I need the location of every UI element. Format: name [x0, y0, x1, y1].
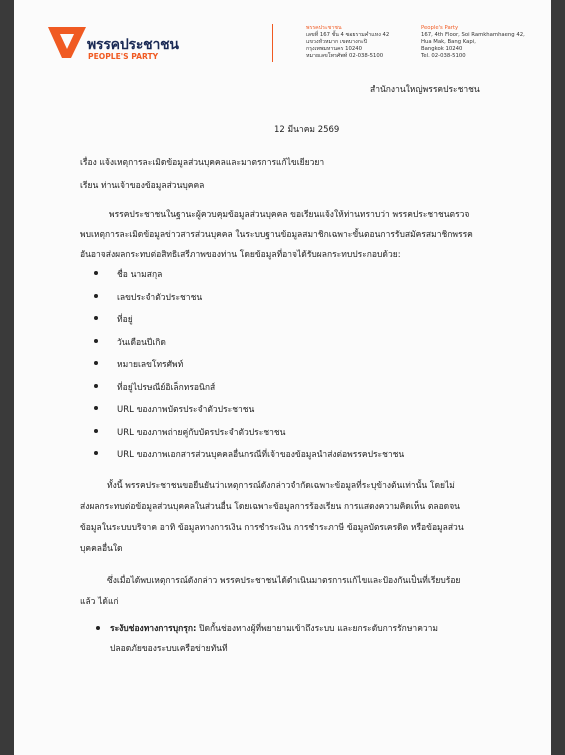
measure-text: ปิดกั้นช่องทางผู้ที่พยายามเข้าถึงระบบ และยกระดับการรักษาความ	[196, 624, 439, 634]
bullet-icon	[94, 271, 98, 275]
letter-date: 12 มีนาคม 2569	[274, 125, 340, 135]
paragraph-line: ทั้งนี้ พรรคประชาชนขอยืนยันว่าเหตุการณ์ดังกล่าวจำกัดเฉพาะข้อมูลที่ระบุข้างต้นเท่านั้น โดยไม่	[107, 481, 455, 491]
header-divider	[272, 24, 273, 62]
address-th	[306, 25, 389, 60]
bullet-icon	[94, 361, 98, 365]
bullet-icon	[94, 451, 98, 455]
peoples-party-logo-icon	[47, 22, 87, 60]
address-en-line: Bangkok 10240	[421, 46, 463, 52]
party-name-en: PEOPLE'S PARTY	[88, 52, 159, 61]
measure-line: ปลอดภัยของระบบเครือข่ายทันที	[110, 644, 228, 654]
bullet-icon	[96, 626, 100, 630]
measure-line	[110, 621, 438, 635]
address-th-line: แขวงหัวหมาก เขตบางกะปิ	[306, 39, 368, 45]
letter-recipient: เรียน ท่านเจ้าของข้อมูลส่วนบุคคล	[80, 181, 205, 191]
address-th-line: กรุงเทพมหานคร 10240	[306, 46, 362, 52]
address-en-line: Hua Mak, Bang Kapi,	[421, 39, 476, 45]
bullet-icon	[94, 429, 98, 433]
paragraph-line: ข้อมูลในระบบบริจาค อาทิ ข้อมูลทางการเงิน การชำระเงิน การชำระภาษี ข้อมูลบัตรเครดิต หรือข้อมูลส่วน	[80, 523, 464, 533]
bullet-icon	[94, 384, 98, 388]
address-en	[421, 25, 525, 60]
address-en-line: 167, 4th Floor, Soi Ramkhamhaeng 42,	[421, 32, 525, 38]
measure-title: ระงับช่องทางการบุกรุก:	[110, 624, 197, 634]
bullet-icon	[94, 406, 98, 410]
paragraph-line: บุคคลอื่นใด	[80, 544, 123, 554]
address-th-line: เลขที่ 167 ชั้น 4 ซอยรามคำแหง 42	[306, 32, 390, 38]
paragraph-line: อันอาจส่งผลกระทบต่อสิทธิเสรีภาพของท่าน โดยข้อมูลที่อาจได้รับผลกระทบประกอบด้วย:	[80, 250, 401, 260]
party-logo	[47, 22, 197, 62]
address-en-title: People's Party	[421, 25, 459, 31]
address-th-title: พรรคประชาชน	[306, 25, 342, 31]
paragraph-line: ส่งผลกระทบต่อข้อมูลส่วนบุคคลในส่วนอื่น โดยเฉพาะข้อมูลการร้องเรียน การแสดงความคิดเห็น ตลอดจน	[80, 502, 460, 512]
address-th-line: หมายเลขโทรศัพท์ 02-038-5100	[306, 53, 384, 59]
office-name: สำนักงานใหญ่พรรคประชาชน	[370, 85, 480, 95]
letter-page: พรรคประชาชน PEOPLE'S PARTY พรรคประชาชน เลขที่ 167 ชั้น 4 ซอยรามคำแหง 42 แขวงหัวหมาก เขตบางกะปิ กรุงเทพมหานคร 10240 หมายเลขโทรศัพท์ 02-038-5100 People's Party 167, 4th Floor, Soi Ramkhamhaeng 42, Hua Mak, Bang Kapi, Bangkok 10240 Tel. 02-038-5100 สำนักงานใหญ่พรรคประชาชน 12 มีนาคม 2569 เรื่อง แจ้งเหตุการละเมิดข้อมูลส่วนบุคคลและมาตรการแก้ไขเยียวยา เรียน ท่านเจ้าของข้อมูลส่วนบุคคล พรรคประชาชนในฐานะผู้ควบคุมข้อมูลส่วนบุคคล ขอเรียนแจ้งให้ท่านทราบว่า พรรคประชาชนตรวจ พบเหตุการละเมิดข้อมูลข่าวสารส่วนบุคคล ในระบบฐานข้อมูลสมาชิกเฉพาะขั้นตอนการรับสมัครสมาชิกพรรค อันอาจส่งผลกระทบต่อสิทธิเสรีภาพของท่าน โดยข้อมูลที่อาจได้รับผลกระทบประกอบด้วย: ชื่อ นามสกุล เลขประจำตัวประชาชน ที่อยู่ วันเดือนปีเกิด หมายเลขโทรศัพท์ ที่อยู่ไปรษณีย์อิเล็กทรอนิกส์ URL ของภาพบัตรประจำตัวประชาชน URL ของภาพถ่ายคู่กับบัตรประจำตัวประชาชน URL ของภาพเอกสารส่วนบุคคลอื่นกรณีที่เจ้าของข้อมูลนำส่งต่อพรรคประชาชน ทั้งนี้ พรรคประชาชนขอยืนยันว่าเหตุการณ์ดังกล่าวจำกัดเฉพาะข้อมูลที่ระบุข้างต้นเท่านั้น โดยไม่ ส่งผลกระทบต่อข้อมูลส่วนบุคคลในส่วนอื่น โดยเฉพาะข้อมูลการร้องเรียน การแสดงความคิดเห็น ตลอดจน ข้อมูลในระบบบริจาค อาทิ ข้อมูลทางการเงิน การชำระเงิน การชำระภาษี ข้อมูลบัตรเครดิต หรือข้อมูลส่วน บุคคลอื่นใด ซึ่งเมื่อได้พบเหตุการณ์ดังกล่าว พรรคประชาชนได้ดำเนินมาตรการแก้ไขและป้องกันเป็นที่เรียบร้อย แล้ว ได้แก่ ระงับช่องทางการบุกรุก: ปิดกั้นช่องทางผู้ที่พยายามเข้าถึงระบบ และยกระดับการรักษาความ ปลอดภัยของระบบเครือข่ายทันที	[14, 0, 551, 755]
address-en-line: Tel. 02-038-5100	[421, 53, 466, 59]
paragraph-line: ซึ่งเมื่อได้พบเหตุการณ์ดังกล่าว พรรคประชาชนได้ดำเนินมาตรการแก้ไขและป้องกันเป็นที่เรียบร้อย	[107, 576, 461, 586]
paragraph-line: พรรคประชาชนในฐานะผู้ควบคุมข้อมูลส่วนบุคคล ขอเรียนแจ้งให้ท่านทราบว่า พรรคประชาชนตรวจ	[109, 210, 470, 220]
bullet-icon	[94, 294, 98, 298]
paragraph-line: พบเหตุการละเมิดข้อมูลข่าวสารส่วนบุคคล ในระบบฐานข้อมูลสมาชิกเฉพาะขั้นตอนการรับสมัครสมาชิกพรรค	[80, 230, 473, 240]
paragraph-line: แล้ว ได้แก่	[80, 597, 119, 607]
bullet-icon	[94, 316, 98, 320]
bullet-icon	[94, 339, 98, 343]
letter-subject: เรื่อง แจ้งเหตุการละเมิดข้อมูลส่วนบุคคลและมาตรการแก้ไขเยียวยา	[80, 158, 325, 168]
party-name-th: พรรคประชาชน	[87, 37, 179, 53]
